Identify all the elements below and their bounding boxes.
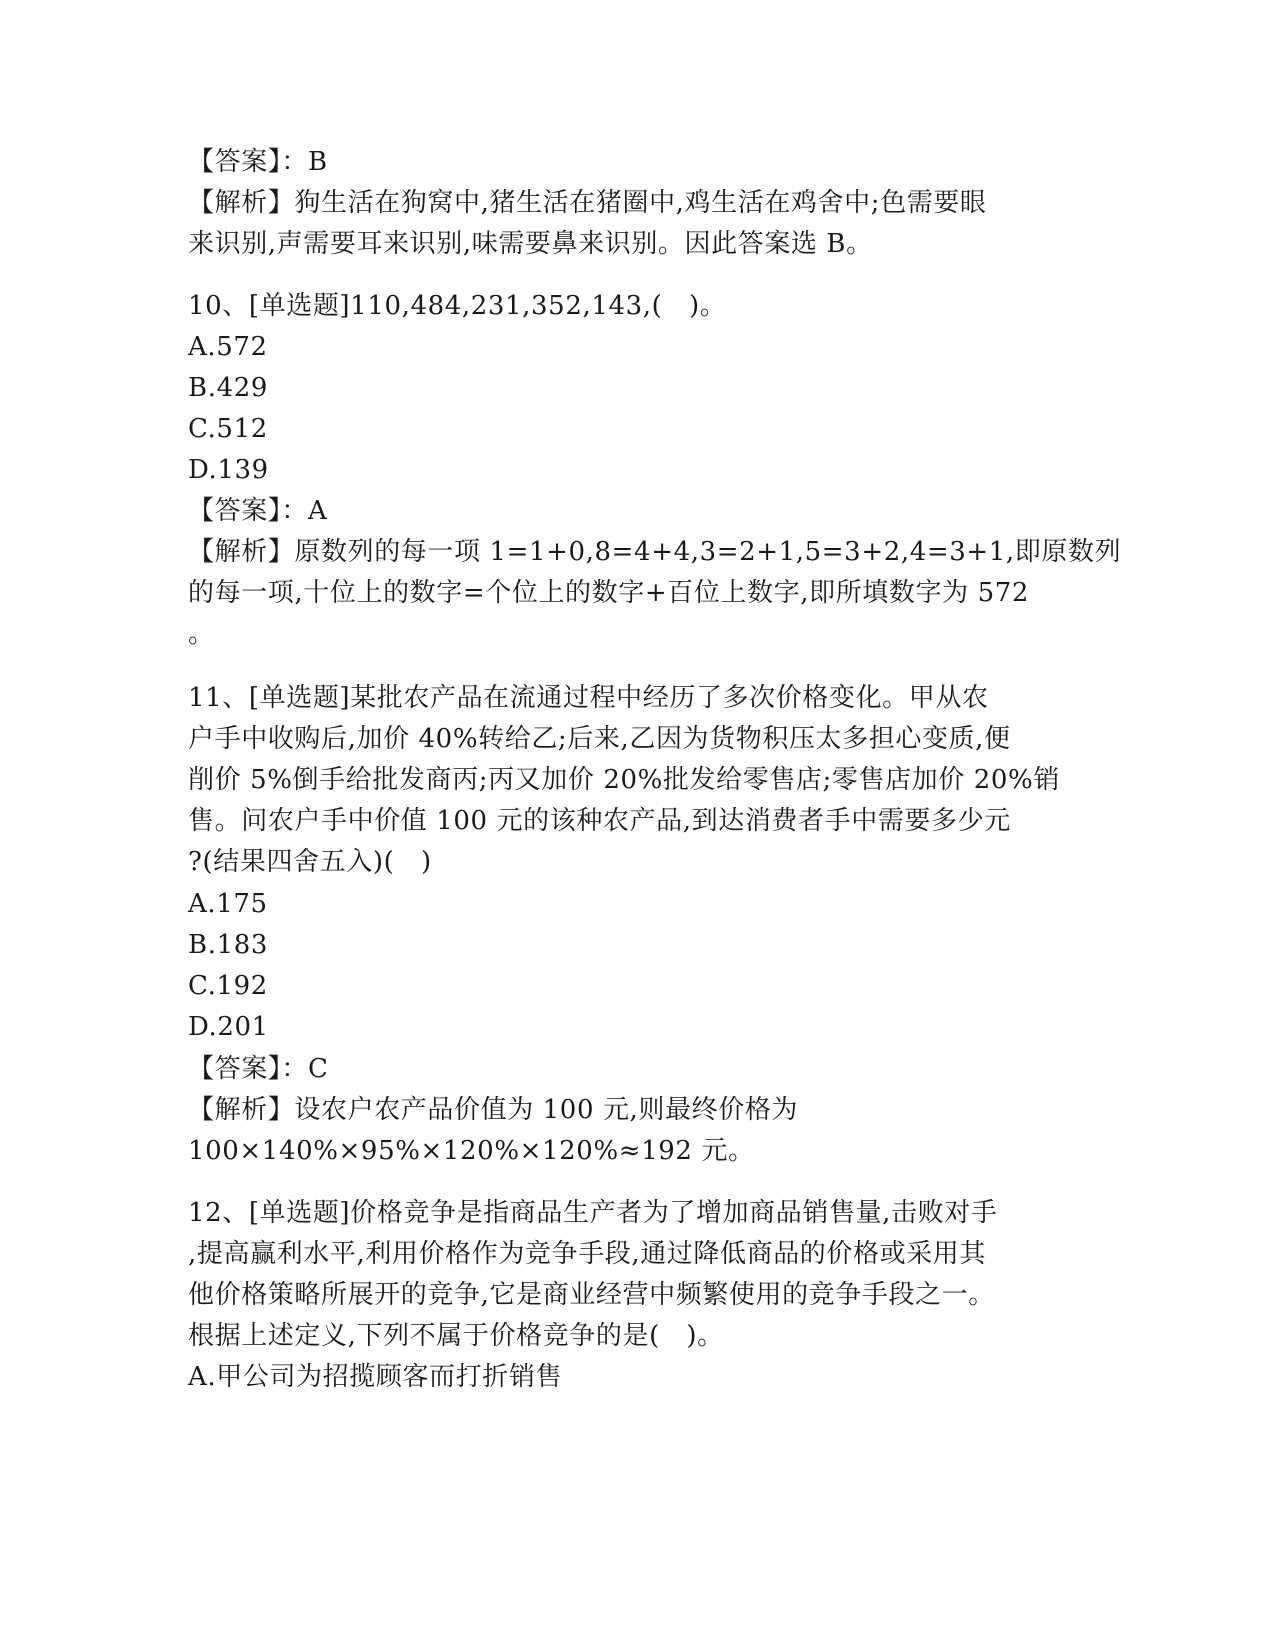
q11-analysis-line-1: 【解析】设农户农产品价值为 100 元,则最终价格为 bbox=[188, 1095, 799, 1125]
q9-analysis-line-2: 来识别,声需要耳来识别,味需要鼻来识别。因此答案选 B。 bbox=[188, 229, 873, 259]
q11-analysis-line-2: 100×140%×95%×120%×120%≈192 元。 bbox=[188, 1136, 755, 1166]
q12-stem-line-2: ,提高赢利水平,利用价格作为竞争手段,通过降低商品的价格或采用其 bbox=[188, 1239, 986, 1269]
q10-stem: 10、[单选题]110,484,231,352,143,( )。 bbox=[188, 291, 727, 321]
q11-stem-line-2: 户手中收购后,加价 40%转给乙;后来,乙因为货物积压太多担心变质,便 bbox=[188, 724, 1011, 754]
q11-stem-line-1: 11、[单选题]某批农产品在流通过程中经历了多次价格变化。甲从农 bbox=[188, 683, 989, 713]
q11-stem-line-5: ?(结果四舍五入)( ) bbox=[188, 847, 432, 877]
q11-option-b: B.183 bbox=[188, 930, 268, 960]
q9-answer: 【答案】：B bbox=[188, 147, 328, 177]
q10-analysis-line-2: 的每一项,十位上的数字=个位上的数字+百位上数字,即所填数字为 572 bbox=[188, 578, 1029, 608]
q11-stem-line-3: 削价 5%倒手给批发商丙;丙又加价 20%批发给零售店;零售店加价 20%销 bbox=[188, 765, 1060, 795]
q10-option-c: C.512 bbox=[188, 414, 268, 444]
q11-option-c: C.192 bbox=[188, 971, 268, 1001]
q10-option-a: A.572 bbox=[188, 332, 268, 362]
q10-analysis-line-3: 。 bbox=[188, 619, 215, 649]
q10-option-d: D.139 bbox=[188, 455, 269, 485]
q11-answer: 【答案】：C bbox=[188, 1054, 329, 1084]
q12-stem-line-4: 根据上述定义,下列不属于价格竞争的是( )。 bbox=[188, 1321, 724, 1351]
q10-answer: 【答案】：A bbox=[188, 496, 328, 526]
q12-stem-line-1: 12、[单选题]价格竞争是指商品生产者为了增加商品销售量,击败对手 bbox=[188, 1198, 998, 1228]
q11-option-a: A.175 bbox=[188, 889, 268, 919]
q11-stem-line-4: 售。问农户手中价值 100 元的该种农产品,到达消费者手中需要多少元 bbox=[188, 806, 1011, 836]
q10-option-b: B.429 bbox=[188, 373, 268, 403]
q10-analysis-line-1: 【解析】原数列的每一项 1=1+0,8=4+4,3=2+1,5=3+2,4=3+1,即原数列 bbox=[188, 537, 1122, 567]
q9-analysis-line-1: 【解析】狗生活在狗窝中,猪生活在猪圈中,鸡生活在鸡舍中;色需要眼 bbox=[188, 188, 987, 218]
q12-option-a: A.甲公司为招揽顾客而打折销售 bbox=[188, 1362, 563, 1392]
q11-option-d: D.201 bbox=[188, 1012, 269, 1042]
q12-stem-line-3: 他价格策略所展开的竞争,它是商业经营中频繁使用的竞争手段之一。 bbox=[188, 1280, 995, 1310]
